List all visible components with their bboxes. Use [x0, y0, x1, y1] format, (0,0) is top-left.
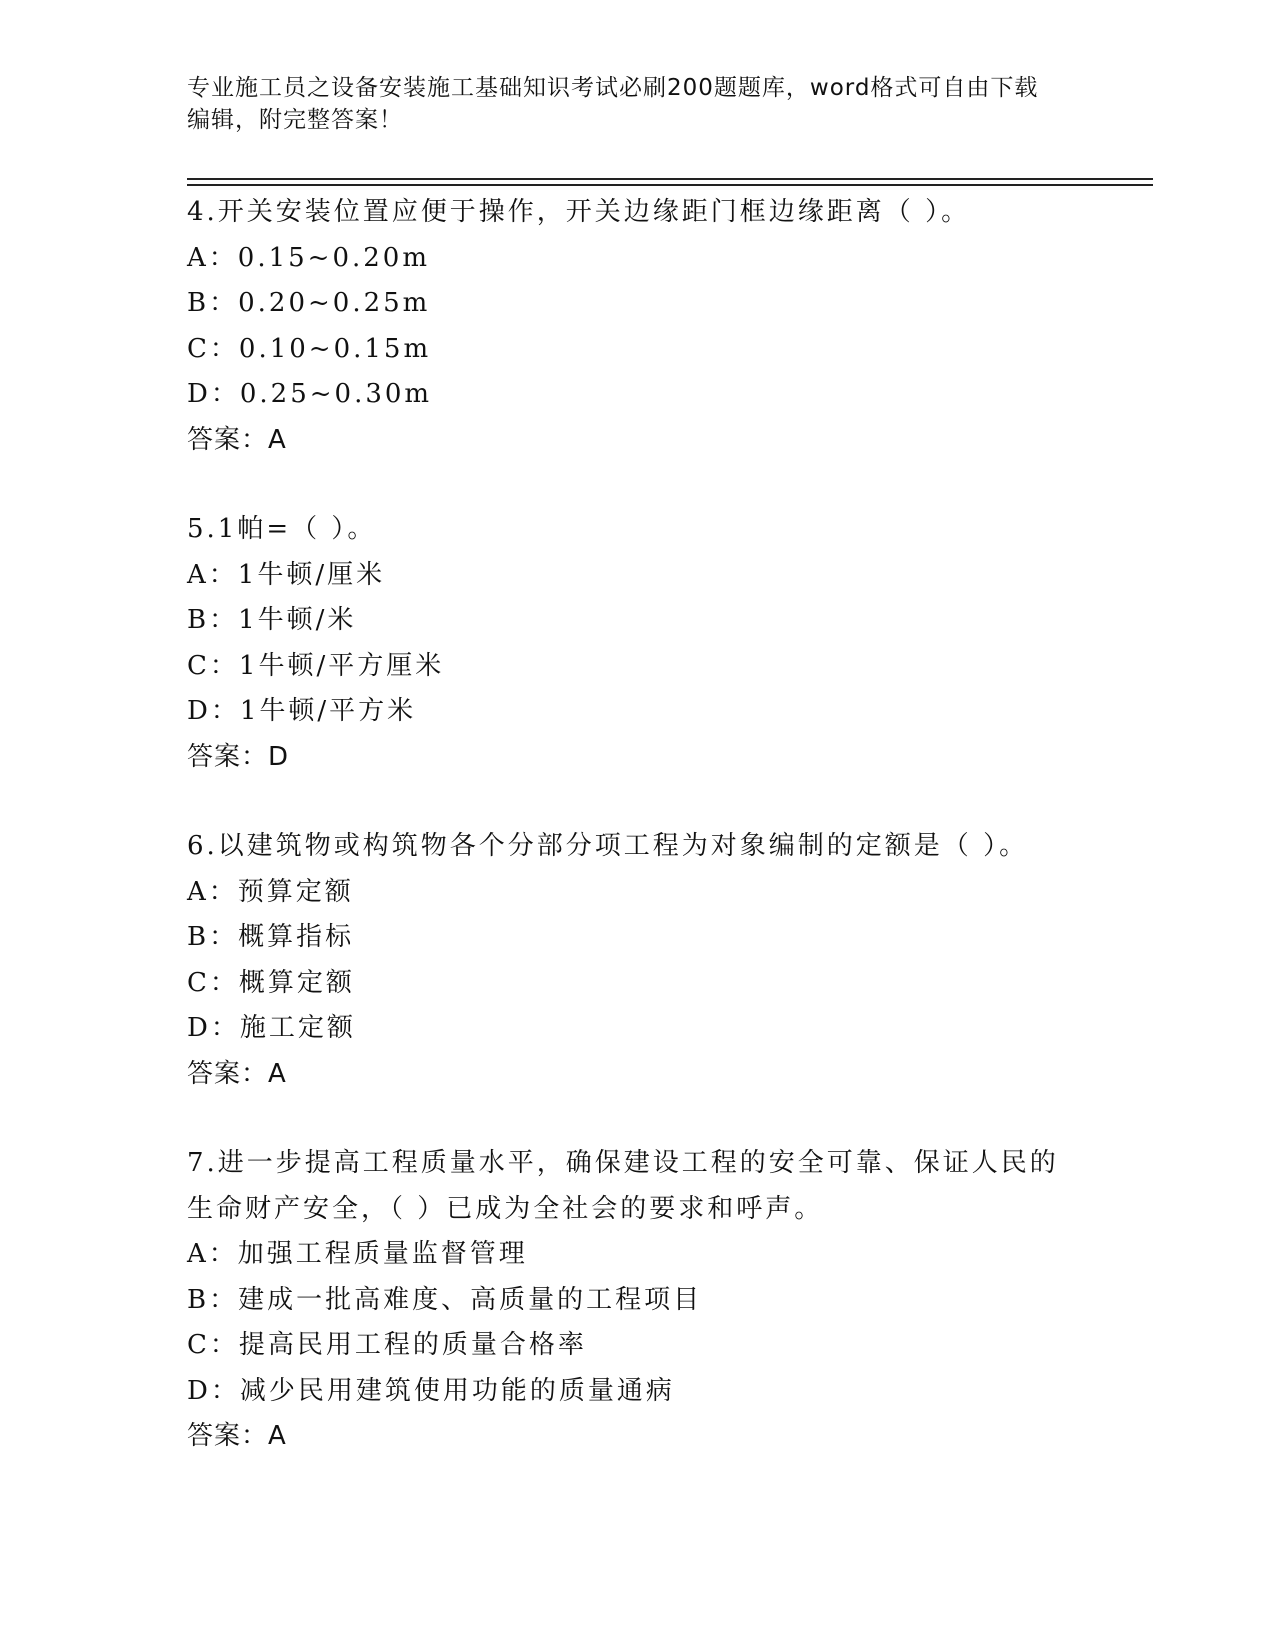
question-stem: 6.以建筑物或构筑物各个分部分项工程为对象编制的定额是（ ）。: [187, 831, 1029, 861]
question-6: [187, 824, 1087, 1097]
answer-line: 答案：A: [187, 1421, 287, 1451]
option-a: [187, 236, 1087, 282]
option-key: C：: [187, 333, 239, 364]
option-key: A：: [187, 876, 238, 907]
question-4: [187, 190, 1087, 463]
option-key: C：: [187, 650, 239, 681]
option-key: B：: [187, 288, 239, 318]
question-stem: 4.开关安装位置应便于操作，开关边缘距门框边缘距离（ ）。: [187, 197, 971, 227]
option-d: [187, 689, 1087, 735]
option-b: [187, 1278, 1087, 1324]
option-key: B：: [187, 922, 239, 952]
option-text: 概算指标: [238, 922, 355, 952]
option-key: A：: [187, 559, 238, 590]
option-text: 0.15~0.20m: [237, 242, 431, 273]
header-divider-top: [187, 178, 1153, 180]
option-key: C：: [187, 967, 239, 998]
option-c: [187, 644, 1087, 690]
option-text: 加强工程质量监督管理: [237, 1239, 528, 1269]
document-header: [187, 72, 1067, 136]
question-7: [187, 1141, 1087, 1460]
option-text: 减少民用建筑使用功能的质量通病: [239, 1375, 675, 1406]
option-key: D：: [187, 1013, 240, 1043]
option-c: [187, 961, 1087, 1007]
option-key: D：: [187, 696, 240, 726]
option-b: [187, 915, 1087, 961]
answer-line: 答案：A: [187, 424, 287, 455]
option-a: [187, 870, 1087, 916]
option-c: [187, 1323, 1087, 1369]
option-c: [187, 327, 1087, 373]
option-key: D：: [187, 379, 240, 409]
question-stem: 7.进一步提高工程质量水平，确保建设工程的安全可靠、保证人民的生命财产安全，（ ）已成为全社会的要求和呼声。: [187, 1148, 1059, 1224]
option-key: A：: [187, 242, 238, 273]
option-text: 施工定额: [239, 1013, 356, 1043]
header-line-1: 专业施工员之设备安装施工基础知识考试必刷200题题库，word格式可自由下载: [187, 75, 1039, 101]
question-stem: 5.1帕=（ ）。: [187, 514, 377, 544]
option-text: 1牛顿/平方厘米: [238, 650, 445, 681]
answer-line: 答案：D: [187, 741, 290, 772]
option-key: B：: [187, 605, 239, 635]
option-text: 提高民用工程的质量合格率: [238, 1330, 587, 1360]
option-b: [187, 598, 1087, 644]
option-key: A：: [187, 1239, 238, 1269]
option-key: D：: [187, 1375, 240, 1406]
header-line-2: 编辑，附完整答案！: [187, 107, 403, 133]
option-text: 建成一批高难度、高质量的工程项目: [238, 1284, 703, 1315]
option-d: [187, 1369, 1087, 1415]
option-d: [187, 372, 1087, 418]
option-a: [187, 1232, 1087, 1278]
option-text: 1牛顿/平方米: [239, 696, 417, 726]
option-a: [187, 553, 1087, 599]
option-text: 0.20~0.25m: [238, 288, 431, 318]
option-text: 概算定额: [238, 967, 355, 998]
option-text: 1牛顿/米: [238, 605, 357, 635]
option-key: B：: [187, 1284, 239, 1315]
option-key: C：: [187, 1330, 239, 1360]
question-5: [187, 507, 1087, 780]
option-d: [187, 1006, 1087, 1052]
option-b: [187, 281, 1087, 327]
option-text: 0.10~0.15m: [238, 333, 432, 364]
option-text: 预算定额: [237, 876, 354, 907]
header-divider-bottom: [187, 184, 1153, 186]
question-list: [187, 190, 1087, 1504]
answer-line: 答案：A: [187, 1058, 287, 1089]
option-text: 1牛顿/厘米: [237, 559, 386, 590]
option-text: 0.25~0.30m: [239, 379, 433, 409]
